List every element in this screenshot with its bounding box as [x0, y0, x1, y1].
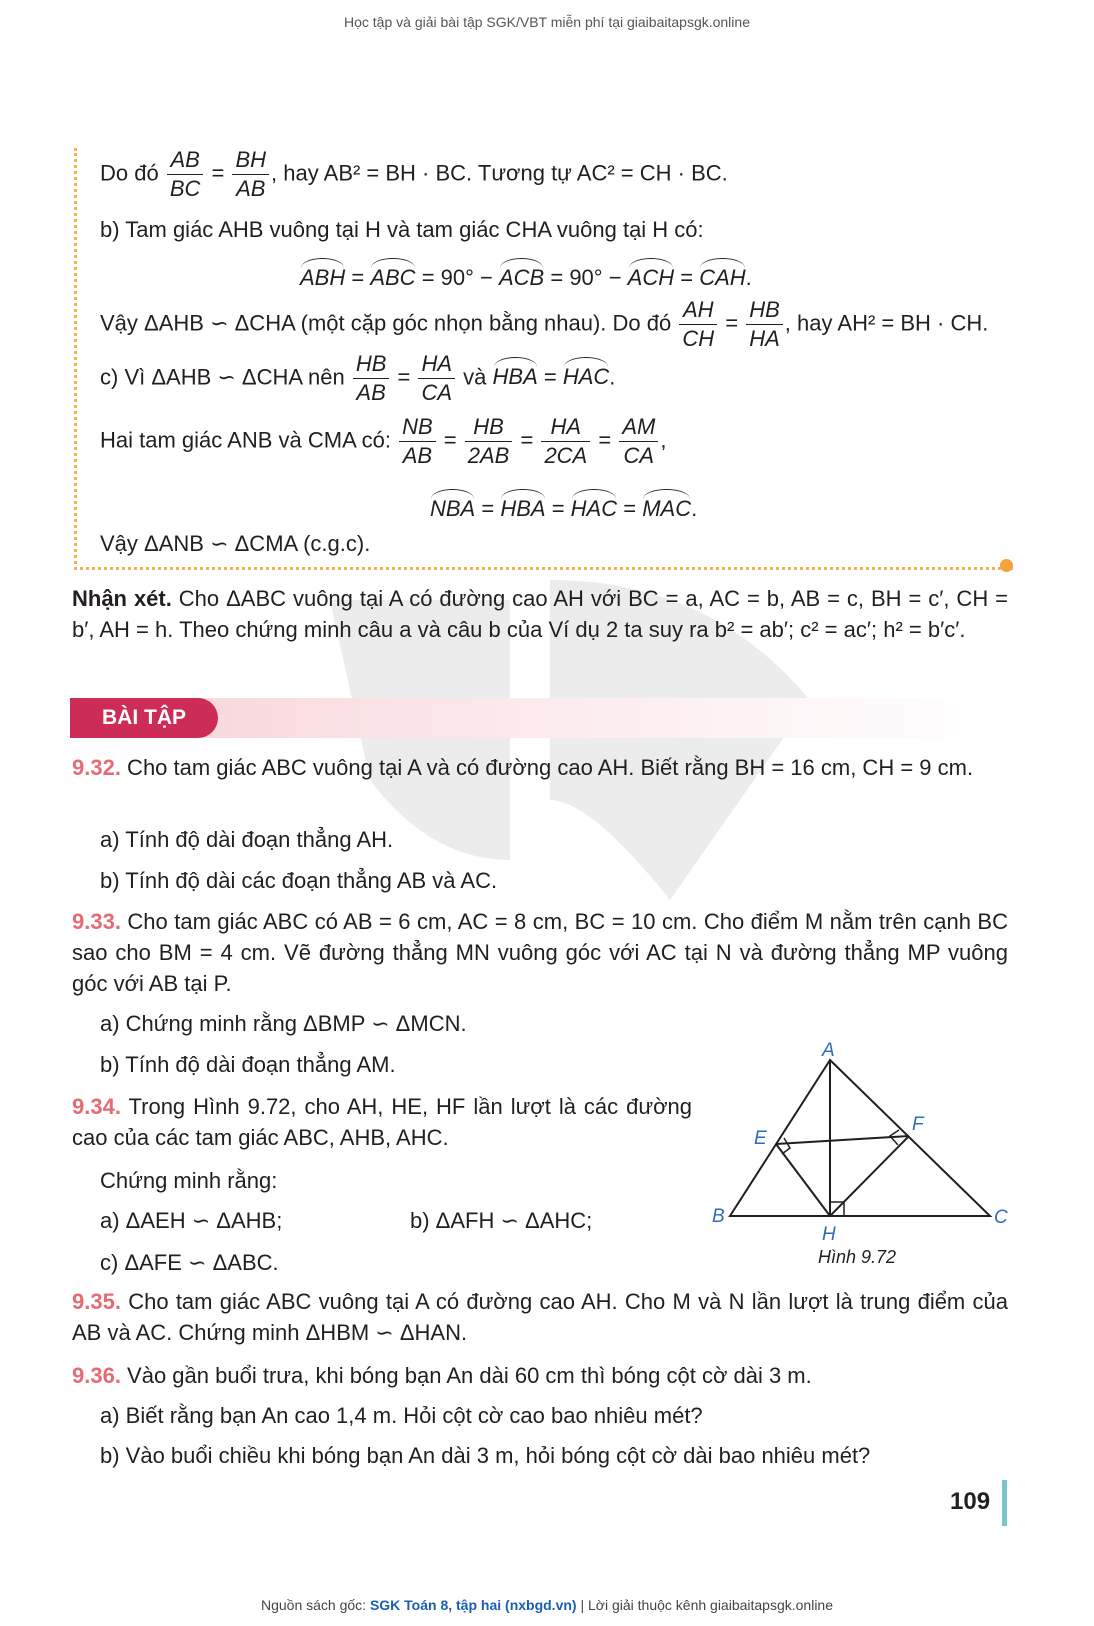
right-angle-e	[782, 1138, 790, 1154]
exercise-9-35: 9.35. Cho tam giác ABC vuông tại A có đường cao AH. Cho M và N lần lượt là trung điểm của AB và AC. Chứng minh ΔHBM ∽ ΔHAN.	[72, 1289, 1008, 1345]
solution-line-1: Do đó $\frac{AB}{BC}$ = $\frac{BH}{AB}$ , hay AB² = BH · BC. Tương tự AC² = CH · BC.	[100, 147, 728, 201]
solution-line-6: Hai tam giác ANB và CMA có: $\frac{NB}{AB}$ = $\frac{HB}{2AB}$ = $\frac{HA}{2CA}$ = $\frac{AM}{CA}$ ,	[100, 414, 667, 468]
footer-source-link[interactable]: SGK Toán 8, tập hai (nxbgd.vn)	[369, 1597, 577, 1613]
remark-text: Cho ΔABC vuông tại A có đường cao AH với BC = a, AC = b, AB = c, BH = c′, CH = b′, AH = h. Theo chứng minh câu a và câu b của Ví dụ 2 ta suy ra b² = ab′; c² = ac′; h² = b′c′.	[72, 586, 1008, 642]
page-footer: Nguồn sách gốc: SGK Toán 8, tập hai (nxbgd.vn) | Lời giải thuộc kênh giaibaitapsgk.online	[260, 1597, 834, 1613]
solution-line-5: c) Vì ΔAHB ∽ ΔCHA nên $\frac{HB}{AB}$ = $\frac{HA}{CA}$ và HBA = HAC.	[100, 351, 616, 405]
label-f: F	[912, 1114, 924, 1135]
figure-caption: Hình 9.72	[818, 1247, 897, 1267]
remark-label: Nhận xét.	[72, 586, 172, 611]
solution-line-8: Vậy ΔANB ∽ ΔCMA (c.g.c).	[100, 531, 371, 556]
segment-he	[776, 1144, 830, 1216]
exercise-9-34-c: c) ΔAFE ∽ ΔABC.	[100, 1250, 279, 1275]
exercise-9-33-a: a) Chứng minh rằng ΔBMP ∽ ΔMCN.	[100, 1011, 467, 1036]
section-title: BÀI TẬP	[70, 698, 218, 738]
exercise-9-36: 9.36. Vào gần buổi trưa, khi bóng bạn An dài 60 cm thì bóng cột cờ dài 3 m.	[72, 1363, 812, 1388]
exercise-9-33: 9.33. Cho tam giác ABC có AB = 6 cm, AC = 8 cm, BC = 10 cm. Cho điểm M nằm trên cạnh BC sao cho BM = 4 cm. Vẽ đường thẳng MN vuông góc với AC tại N và đường thẳng MP vuông góc với AB tại P.	[72, 909, 1008, 996]
solution-line-2: b) Tam giác AHB vuông tại H và tam giác CHA vuông tại H có:	[100, 217, 704, 242]
exercise-9-34-prove: Chứng minh rằng:	[100, 1168, 278, 1193]
box-end-dot	[1000, 559, 1013, 572]
solution-line-4: Vậy ΔAHB ∽ ΔCHA (một cặp góc nhọn bằng nhau). Do đó $\frac{AH}{CH}$ = $\frac{HB}{HA}$ , hay AH² = BH · CH.	[100, 297, 989, 351]
exercise-9-34-a: a) ΔAEH ∽ ΔAHB;	[100, 1208, 283, 1233]
page-number: 109	[950, 1488, 991, 1515]
exercise-9-34: 9.34. Trong Hình 9.72, cho AH, HE, HF lần lượt là các đường cao của các tam giác ABC, AHB, AHC.	[72, 1094, 692, 1150]
label-c: C	[994, 1207, 1008, 1228]
label-h: H	[822, 1224, 836, 1245]
remark-paragraph	[72, 583, 1008, 645]
label-b: B	[712, 1206, 725, 1227]
exercise-9-32-a: a) Tính độ dài đoạn thẳng AH.	[100, 827, 394, 852]
exercise-9-32-b: b) Tính độ dài các đoạn thẳng AB và AC.	[100, 868, 498, 893]
label-a: A	[822, 1040, 835, 1061]
exercise-9-34-b: b) ΔAFH ∽ ΔAHC;	[410, 1208, 593, 1233]
exercise-9-33-b: b) Tính độ dài đoạn thẳng AM.	[100, 1052, 396, 1077]
solution-line-7: NBA = HBA = HAC = MAC.	[430, 494, 697, 524]
solution-line-3: ABH = ABC = 90° − ACB = 90° − ACH = CAH.	[300, 263, 752, 293]
segment-ef	[776, 1136, 909, 1144]
exercise-9-36-a: a) Biết rằng bạn An cao 1,4 m. Hỏi cột cờ cao bao nhiêu mét?	[100, 1403, 703, 1428]
exercise-9-32: 9.32. Cho tam giác ABC vuông tại A và có đường cao AH. Biết rằng BH = 16 cm, CH = 9 cm.	[72, 755, 974, 780]
figure-9-72	[710, 1040, 1010, 1245]
exercise-9-36-b: b) Vào buổi chiều khi bóng bạn An dài 3 m, hỏi bóng cột cờ dài bao nhiêu mét?	[100, 1443, 871, 1468]
page-number-bar	[1002, 1480, 1007, 1526]
segment-hf	[830, 1136, 909, 1216]
page-header: Học tập và giải bài tập SGK/VBT miễn phí tại giaibaitapsgk.online	[344, 14, 750, 30]
label-e: E	[754, 1128, 767, 1149]
